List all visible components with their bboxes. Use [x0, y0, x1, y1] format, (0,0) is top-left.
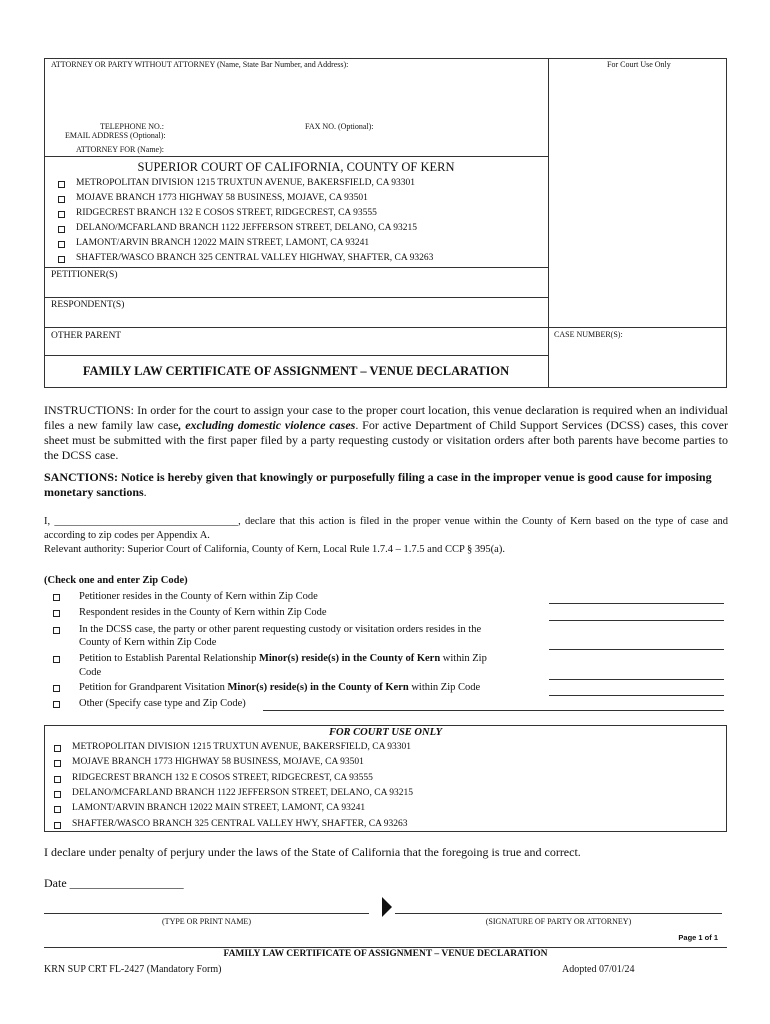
- instructions: [44, 403, 728, 463]
- option-checkbox[interactable]: [53, 701, 60, 708]
- instructions-part1: INSTRUCTIONS: In order for the court to assign your case to the proper court location, this venue declaration is required when an individual files a new family law case: [44, 403, 728, 432]
- court-use-branch-option: MOJAVE BRANCH 1773 HIGHWAY 58 BUSINESS, MOJAVE, CA 93501: [72, 757, 364, 768]
- footer-form-id: KRN SUP CRT FL-2427 (Mandatory Form): [44, 964, 222, 975]
- checkbox[interactable]: [54, 745, 61, 752]
- declaration-suffix: , declare that this action is filed in the proper venue within the County of Kern based on the type of case and according to zip codes per Appendix A.: [44, 516, 728, 541]
- court-use-heading: FOR COURT USE ONLY: [328, 727, 443, 738]
- option-text: [79, 591, 318, 602]
- option-pre: Respondent resides in the County of Kern within Zip Code: [79, 607, 327, 618]
- option-pre: Other (Specify case type and Zip Code): [79, 698, 246, 709]
- date-row: [44, 876, 184, 891]
- checkbox[interactable]: [58, 256, 65, 263]
- relevant-authority: Relevant authority: Superior Court of California, County of Kern, Local Rule 1.7.4 – 1.7.5 and CCP § 395(a).: [44, 544, 505, 555]
- option-post: within Zip: [440, 653, 487, 664]
- caption-rule: [44, 327, 727, 328]
- date-label: Date: [44, 876, 67, 890]
- checkbox[interactable]: [54, 822, 61, 829]
- attorney-for-label: ATTORNEY FOR (Name):: [76, 145, 164, 154]
- caption-rule: [44, 267, 548, 268]
- option-checkbox[interactable]: [53, 627, 60, 634]
- print-name-label: (TYPE OR PRINT NAME): [162, 917, 251, 926]
- zip-line-other[interactable]: [263, 710, 724, 711]
- option-checkbox[interactable]: [53, 594, 60, 601]
- checkbox[interactable]: [58, 241, 65, 248]
- signature-line[interactable]: [395, 913, 722, 914]
- branch-option: LAMONT/ARVIN BRANCH 12022 MAIN STREET, LAMONT, CA 93241: [76, 238, 370, 248]
- court-use-label: For Court Use Only: [607, 60, 671, 69]
- court-title: SUPERIOR COURT OF CALIFORNIA, COUNTY OF KERN: [137, 160, 455, 174]
- declaration-prefix: I,: [44, 516, 55, 527]
- court-use-branch-option: RIDGECREST BRANCH 132 E COSOS STREET, RIDGECREST, CA 93555: [72, 772, 373, 783]
- signature-label: (SIGNATURE OF PARTY OR ATTORNEY): [485, 917, 632, 926]
- option-text: [79, 624, 481, 635]
- zip-line-grandparent[interactable]: [549, 695, 724, 696]
- option-pre: County of Kern within Zip Code: [79, 637, 217, 648]
- attorney-label: ATTORNEY OR PARTY WITHOUT ATTORNEY (Name, State Bar Number, and Address):: [51, 60, 349, 69]
- other-parent-label: OTHER PARENT: [51, 331, 122, 341]
- sanctions-period: .: [143, 485, 147, 499]
- checkbox[interactable]: [58, 211, 65, 218]
- form-title: FAMILY LAW CERTIFICATE OF ASSIGNMENT – VENUE DECLARATION: [82, 364, 510, 378]
- branch-option: SHAFTER/WASCO BRANCH 325 CENTRAL VALLEY HIGHWAY, SHAFTER, CA 93263: [76, 253, 434, 263]
- option-bold: Minor(s) reside(s) in the County of Kern: [227, 682, 409, 693]
- respondent-label: RESPONDENT(S): [51, 300, 125, 310]
- checkbox[interactable]: [54, 776, 61, 783]
- telephone-label: TELEPHONE NO.:: [100, 122, 164, 131]
- declaration: [44, 515, 728, 543]
- option-text: [79, 667, 101, 678]
- email-label: EMAIL ADDRESS (Optional):: [65, 131, 166, 140]
- option-pre: In the DCSS case, the party or other parent requesting custody or visitation orders resides in the: [79, 624, 482, 635]
- sanctions: [44, 470, 728, 500]
- perjury-statement: I declare under penalty of perjury under the laws of the State of California that the foregoing is true and correct.: [44, 845, 581, 859]
- option-text: [79, 653, 487, 664]
- caption-rule: [44, 297, 548, 298]
- fax-label: FAX NO. (Optional):: [305, 122, 374, 131]
- instructions-emphasis: , excluding domestic violence cases: [178, 418, 356, 432]
- option-pre: Petition for Grandparent Visitation: [79, 682, 228, 693]
- court-use-branch-option: METROPOLITAN DIVISION 1215 TRUXTUN AVENUE, BAKERSFIELD, CA 93301: [72, 742, 412, 752]
- option-text: [79, 607, 327, 618]
- option-text: [79, 682, 480, 693]
- option-text: [79, 637, 216, 648]
- options-heading: (Check one and enter Zip Code): [44, 575, 188, 586]
- court-use-branch-option: DELANO/MCFARLAND BRANCH 1122 JEFFERSON STREET, DELANO, CA 93215: [72, 787, 414, 798]
- checkbox[interactable]: [54, 791, 61, 798]
- checkbox[interactable]: [54, 760, 61, 767]
- court-use-branch-option: SHAFTER/WASCO BRANCH 325 CENTRAL VALLEY HWY, SHAFTER, CA 93263: [72, 818, 408, 829]
- footer-title: FAMILY LAW CERTIFICATE OF ASSIGNMENT – VENUE DECLARATION: [223, 949, 548, 959]
- caption-divider: [548, 58, 549, 388]
- option-post: within Zip Code: [408, 682, 481, 693]
- case-number-label: CASE NUMBER(S):: [554, 330, 623, 339]
- option-pre: Code: [79, 667, 102, 678]
- declarant-name-blank[interactable]: ___________________________________: [54, 516, 239, 527]
- arrow-icon: [382, 897, 392, 917]
- option-pre: Petitioner resides in the County of Kern within Zip Code: [79, 591, 318, 602]
- branch-option: MOJAVE BRANCH 1773 HIGHWAY 58 BUSINESS, MOJAVE, CA 93501: [76, 193, 368, 203]
- print-name-line[interactable]: [44, 913, 369, 914]
- date-blank[interactable]: ___________________: [69, 876, 184, 890]
- option-checkbox[interactable]: [53, 656, 60, 663]
- caption-rule: [44, 355, 548, 356]
- footer-adopted: Adopted 07/01/24: [562, 964, 635, 975]
- option-checkbox[interactable]: [53, 610, 60, 617]
- zip-line-petitioner[interactable]: [549, 603, 724, 604]
- option-text: [79, 698, 246, 709]
- petitioner-label: PETITIONER(S): [51, 270, 118, 280]
- sanctions-text: SANCTIONS: Notice is hereby given that knowingly or purposefully filing a case in the improper venue is good cause for imposing monetary sanctions: [44, 470, 712, 499]
- caption-rule: [44, 156, 548, 157]
- checkbox[interactable]: [58, 181, 65, 188]
- zip-line-parental[interactable]: [549, 679, 724, 680]
- checkbox[interactable]: [58, 226, 65, 233]
- page-number: Page 1 of 1: [678, 933, 718, 942]
- branch-option: RIDGECREST BRANCH 132 E COSOS STREET, RIDGECREST, CA 93555: [76, 208, 377, 218]
- zip-line-dcss[interactable]: [549, 649, 724, 650]
- checkbox[interactable]: [54, 806, 61, 813]
- footer-rule: [44, 947, 727, 948]
- branch-option: DELANO/MCFARLAND BRANCH 1122 JEFFERSON STREET, DELANO, CA 93215: [76, 223, 418, 233]
- zip-line-respondent[interactable]: [549, 620, 724, 621]
- court-use-branch-option: LAMONT/ARVIN BRANCH 12022 MAIN STREET, LAMONT, CA 93241: [72, 803, 366, 814]
- option-pre: Petition to Establish Parental Relationship: [79, 653, 259, 664]
- checkbox[interactable]: [58, 196, 65, 203]
- option-checkbox[interactable]: [53, 685, 60, 692]
- option-bold: Minor(s) reside(s) in the County of Kern: [258, 653, 441, 664]
- instructions-part3: . For active Department of Child Support Services (DCSS) cases, this cover sheet must be submitted with the first paper filed by a party requesting custody or visitation orders after both parents have become parties to the DCSS case.: [44, 418, 728, 462]
- branch-option: METROPOLITAN DIVISION 1215 TRUXTUN AVENUE, BAKERSFIELD, CA 93301: [76, 178, 416, 188]
